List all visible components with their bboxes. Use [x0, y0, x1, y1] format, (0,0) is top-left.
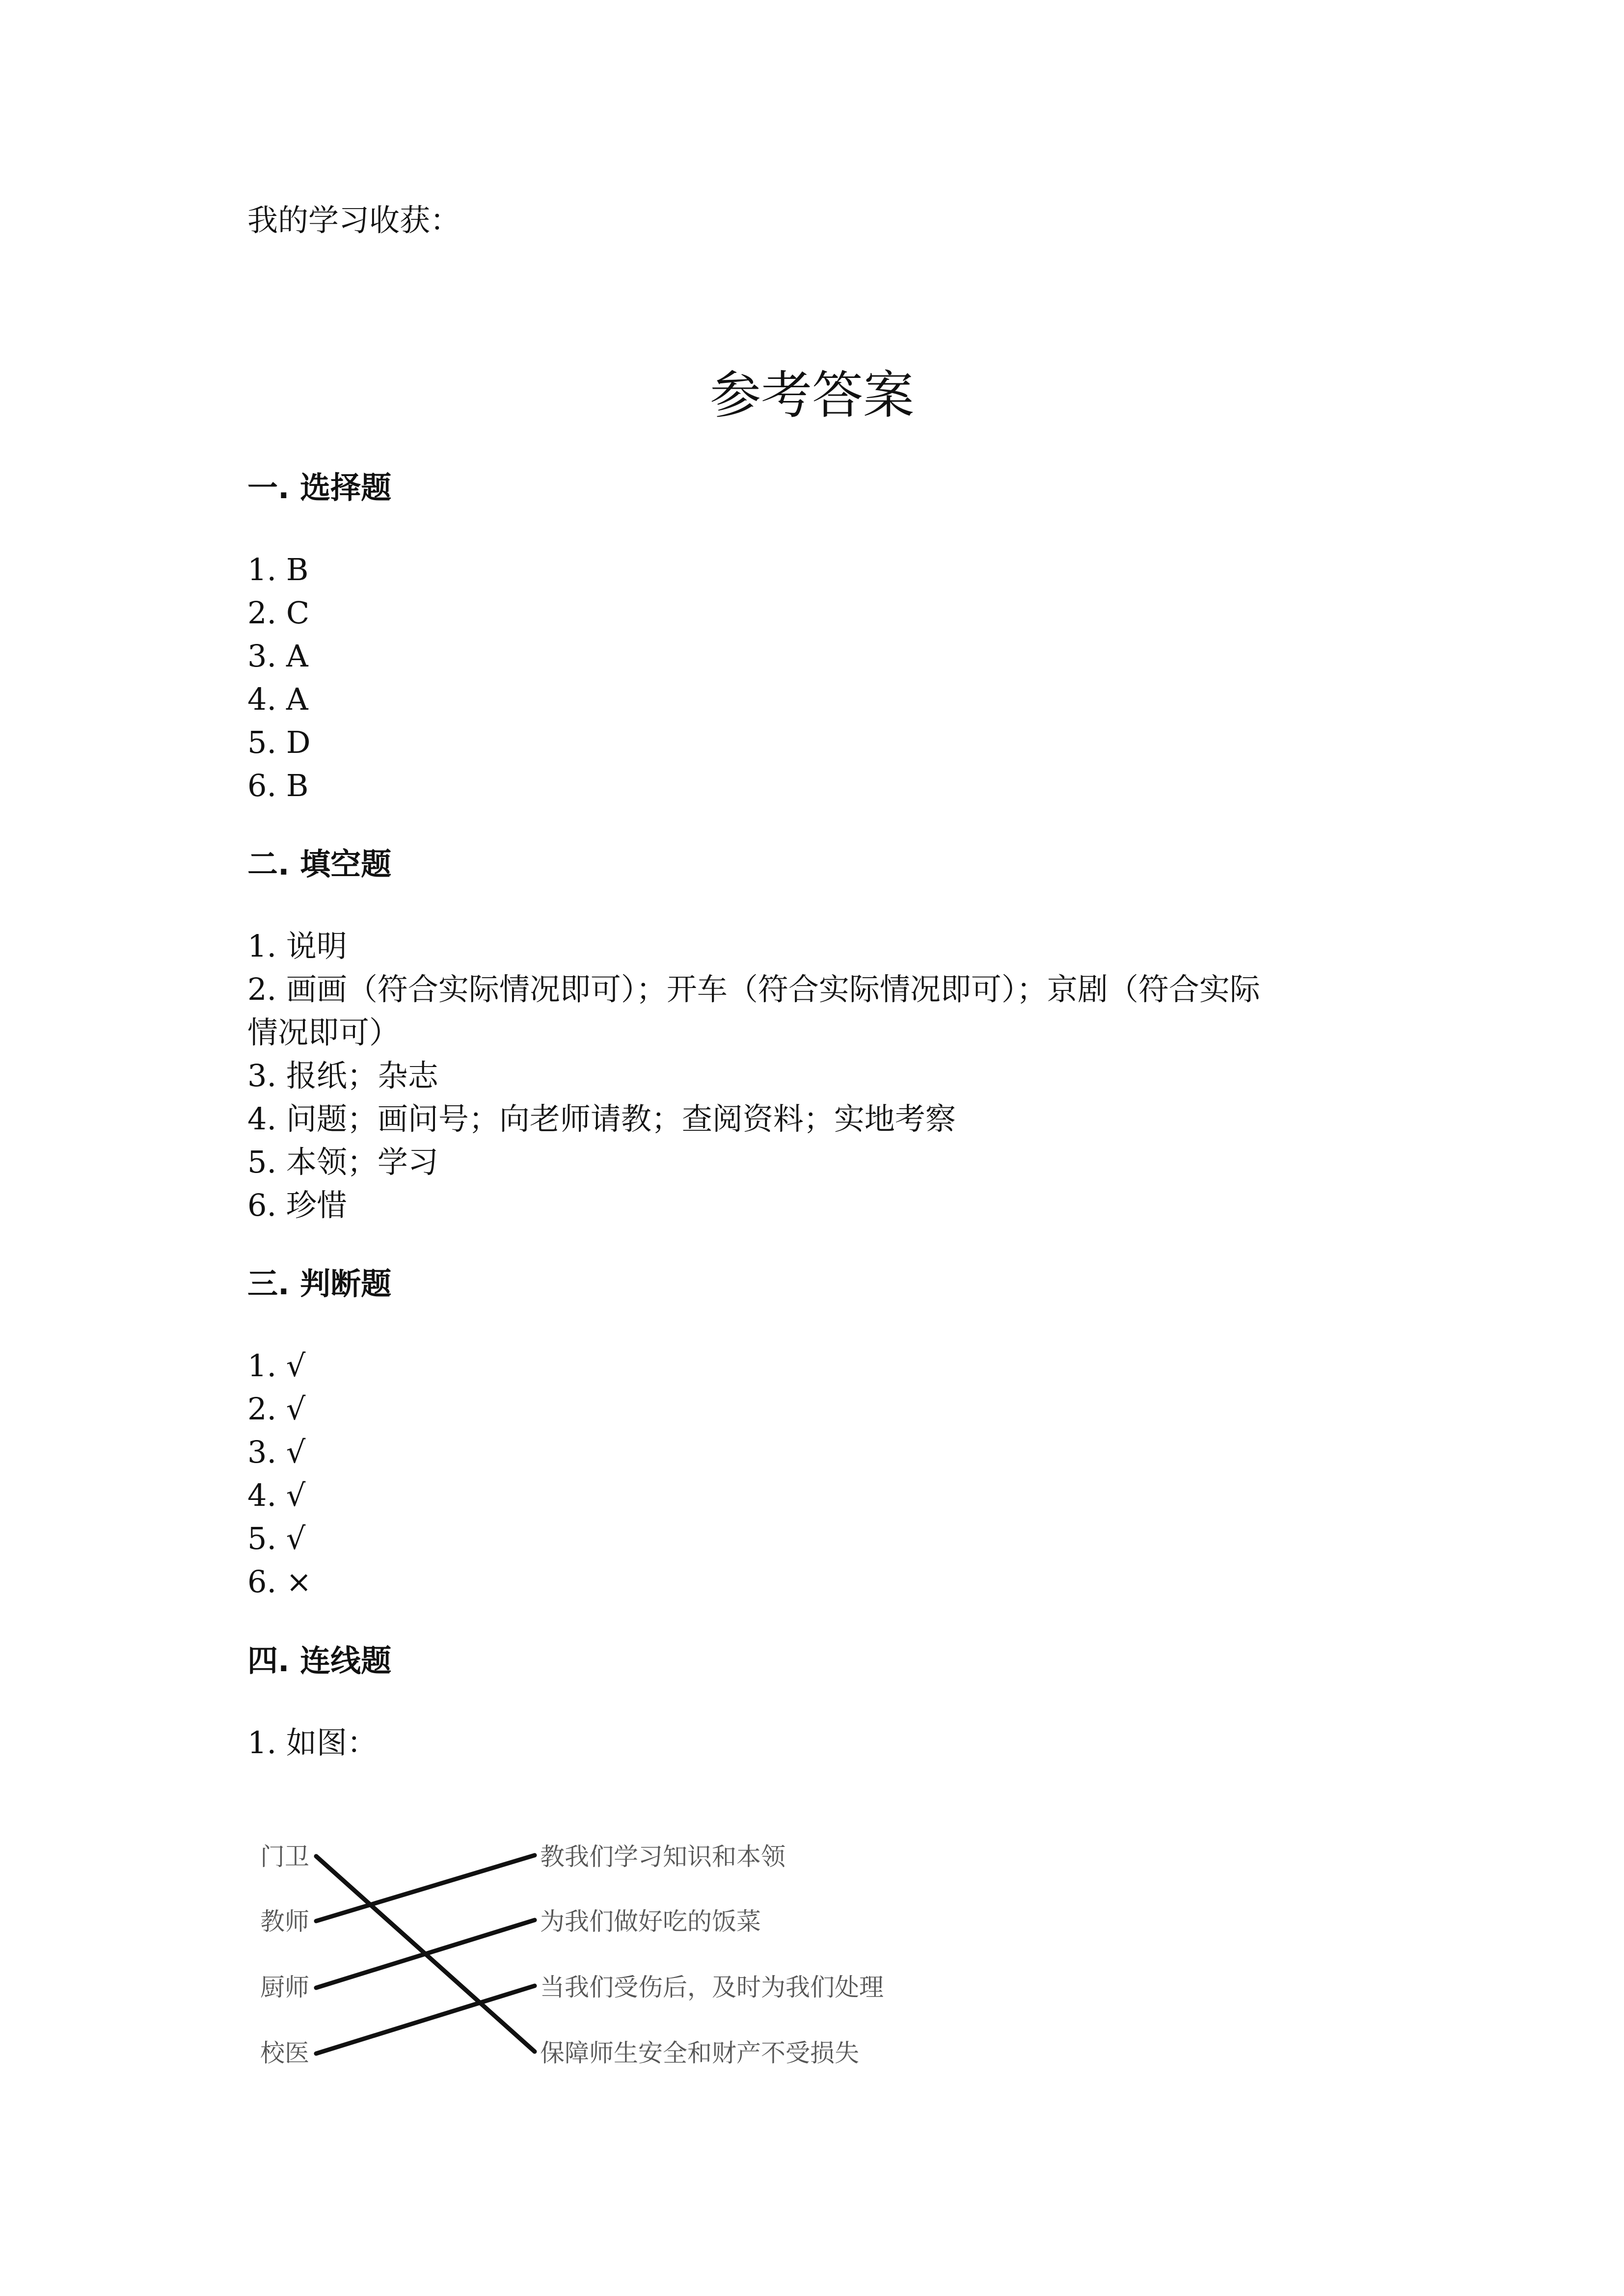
- choice-answer: 2. C: [247, 595, 310, 631]
- fill-answer: 5. 本领；学习: [247, 1144, 438, 1180]
- judge-answer: 4. √: [247, 1477, 306, 1513]
- match-answer: 1. 如图：: [247, 1725, 378, 1761]
- left-label-cook: 厨师: [260, 1973, 309, 2002]
- judge-answer: 6. ×: [247, 1564, 312, 1600]
- choice-answer: 3. A: [247, 638, 308, 674]
- section-heading-choice: 一. 选择题: [247, 470, 392, 506]
- section-heading-fill: 二. 填空题: [247, 846, 392, 882]
- fill-answer: 3. 报纸；杂志: [247, 1058, 438, 1094]
- fill-answer-continued: 情况即可）: [247, 1015, 400, 1050]
- left-label-guard: 门卫: [260, 1842, 309, 1871]
- judge-answer: 3. √: [247, 1434, 306, 1470]
- fill-answer: 2. 画画（符合实际情况即可）；开车（符合实际情况即可）；京剧（符合实际: [247, 971, 1260, 1007]
- matching-diagram: [247, 1816, 935, 2091]
- judge-answer: 5. √: [247, 1521, 306, 1556]
- gains-label: 我的学习收获：: [247, 202, 461, 238]
- choice-answer: 1. B: [247, 552, 309, 587]
- choice-answer: 5. D: [247, 724, 311, 760]
- connection-lines: [316, 1855, 535, 2054]
- judge-answer: 1. √: [247, 1348, 306, 1384]
- right-label-treat: 当我们受伤后，及时为我们处理: [540, 1973, 884, 2002]
- choice-answer: 4. A: [247, 681, 308, 717]
- section-heading-judge: 三. 判断题: [247, 1266, 392, 1302]
- page-title: 参考答案: [709, 365, 914, 425]
- right-label-teach: 教我们学习知识和本领: [540, 1842, 785, 1871]
- judge-answer: 2. √: [247, 1391, 306, 1427]
- choice-answer: 6. B: [247, 768, 309, 803]
- connection-line: [316, 1920, 535, 1988]
- fill-answer: 1. 说明: [247, 928, 347, 964]
- fill-answer: 4. 问题；画问号；向老师请教；查阅资料；实地考察: [247, 1101, 956, 1137]
- left-label-teacher: 教师: [260, 1907, 309, 1936]
- right-label-protect: 保障师生安全和财产不受损失: [540, 2039, 859, 2067]
- left-label-doctor: 校医: [260, 2039, 309, 2067]
- fill-answer: 6. 珍惜: [247, 1187, 347, 1223]
- right-label-cook: 为我们做好吃的饭菜: [540, 1907, 761, 1936]
- section-heading-match: 四. 连线题: [247, 1643, 392, 1679]
